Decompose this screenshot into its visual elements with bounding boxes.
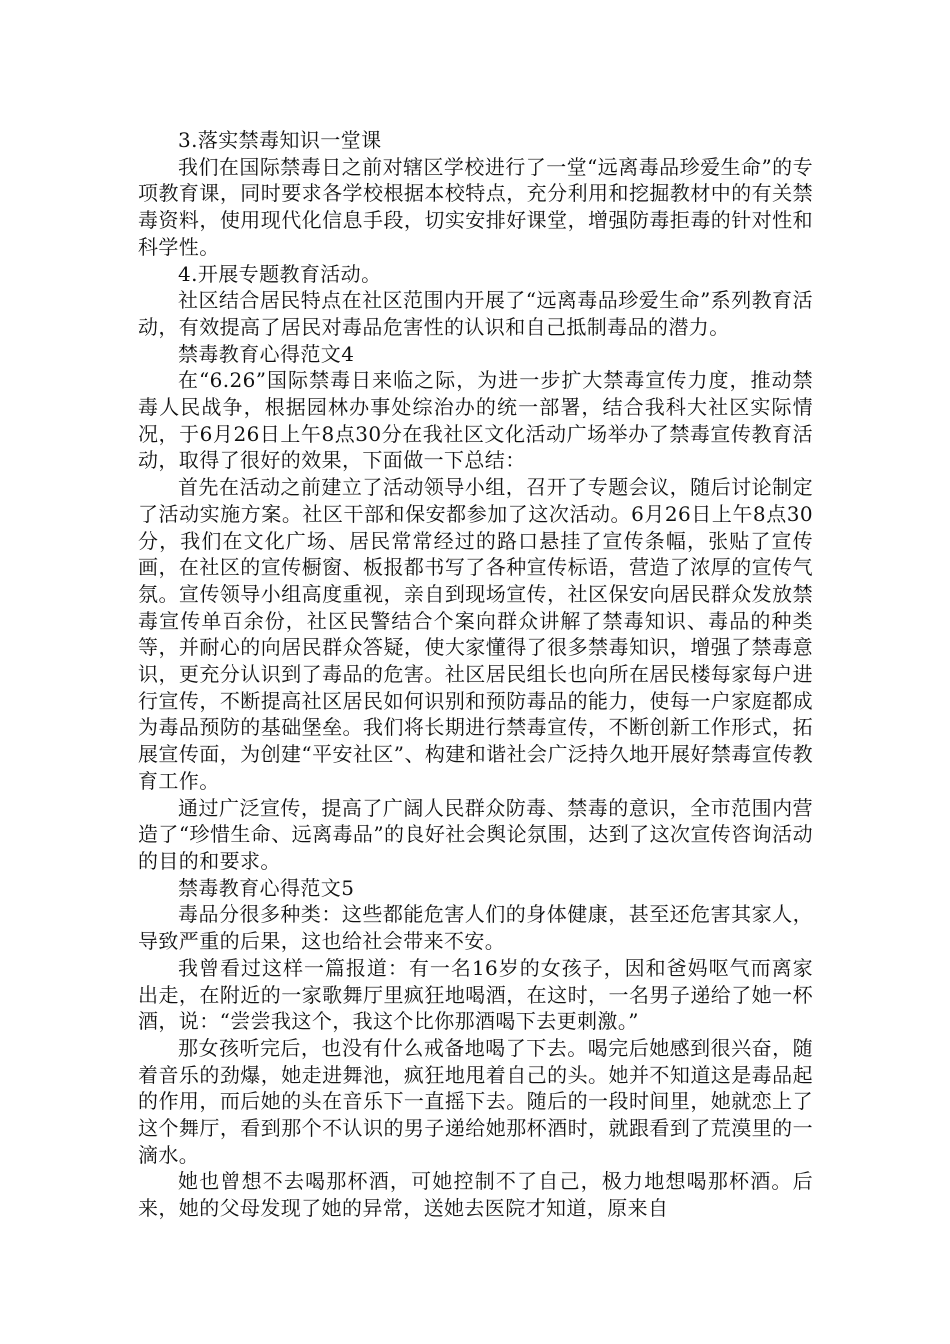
section-heading: 3.落实禁毒知识一堂课 bbox=[178, 128, 382, 152]
section-heading: 4.开展专题教育活动。 bbox=[178, 261, 382, 286]
body-paragraph: 我们在国际禁毒日之前对辖区学校进行了一堂“远离毒品珍爱生命”的专项教育课，同时要求各学校根据本校特点，充分利用和挖掘教材中的有关禁毒资料，使用现代化信息手段，切实安排好课堂，增强防毒拒毒的针对性和科学性。 bbox=[138, 154, 813, 259]
body-paragraph: 她也曾想不去喝那杯酒，可她控制不了自己，极力地想喝那杯酒。后来，她的父母发现了她的异常，送她去医院才知道，原来自 bbox=[138, 1169, 813, 1221]
body-paragraph: 我曾看过这样一篇报道：有一名16岁的女孩子，因和爸妈呕气而离家出走，在附近的一家歌舞厅里疯狂地喝酒，在这时，一名男子递给了她一杯酒，说：“尝尝我这个，我这个比你那酒喝下去更刺激。” bbox=[138, 955, 813, 1034]
section-title: 禁毒教育心得范文4 bbox=[178, 341, 355, 366]
document-body bbox=[138, 127, 813, 1222]
body-paragraph: 通过广泛宣传，提高了广阔人民群众防毒、禁毒的意识，全市范围内营造了“珍惜生命、远离毒品”的良好社会舆论氛围，达到了这次宣传咨询活动的目的和要求。 bbox=[138, 795, 813, 873]
body-paragraph: 那女孩听完后，也没有什么戒备地喝了下去。喝完后她感到很兴奋，随着音乐的劲爆，她走进舞池，疯狂地甩着自己的头。她并不知道这是毒品起的作用，而后她的头在音乐下一直摇下去。随后的一段时间里，她就恋上了这个舞厅，看到那个不认识的男子递给她那杯酒时，就跟看到了荒漠里的一滴水。 bbox=[138, 1035, 813, 1167]
body-paragraph: 毒品分很多种类：这些都能危害人们的身体健康，甚至还危害其家人，导致严重的后果，这也给社会带来不安。 bbox=[138, 902, 813, 954]
body-paragraph: 社区结合居民特点在社区范围内开展了“远离毒品珍爱生命”系列教育活动，有效提高了居民对毒品危害性的认识和自己抵制毒品的潜力。 bbox=[138, 288, 813, 339]
section-title: 禁毒教育心得范文5 bbox=[178, 875, 355, 900]
body-paragraph: 在“6.26”国际禁毒日来临之际，为进一步扩大禁毒宣传力度，推动禁毒人民战争，根据园林办事处综治办的统一部署，结合我科大社区实际情况，于6月26日上午8点30分在我社区文化活动广场举办了禁毒宣传教育活动，取得了很好的效果，下面做一下总结： bbox=[138, 368, 813, 473]
body-paragraph: 首先在活动之前建立了活动领导小组，召开了专题会议，随后讨论制定了活动实施方案。社区干部和保安都参加了这次活动。6月26日上午8点30分，我们在文化广场、居民常常经过的路口悬挂了宣传条幅，张贴了宣传画，在社区的宣传橱窗、板报都书写了各种宣传标语，营造了浓厚的宣传气氛。宣传领导小组高度重视，亲自到现场宣传，社区保安向居民群众发放禁毒宣传单百余份，社区民警结合个案向群众讲解了禁毒知识、毒品的种类等，并耐心的向居民群众答疑，使大家懂得了很多禁毒知识，增强了禁毒意识，更充分认识到了毒品的危害。社区居民组长也向所在居民楼每家每户进行宣传，不断提高社区居民如何识别和预防毒品的能力，使每一户家庭都成为毒品预防的基础堡垒。我们将长期进行禁毒宣传，不断创新工作形式，拓展宣传面，为创建“平安社区”、构建和谐社会广泛持久地开展好禁毒宣传教育工作。 bbox=[138, 475, 813, 793]
